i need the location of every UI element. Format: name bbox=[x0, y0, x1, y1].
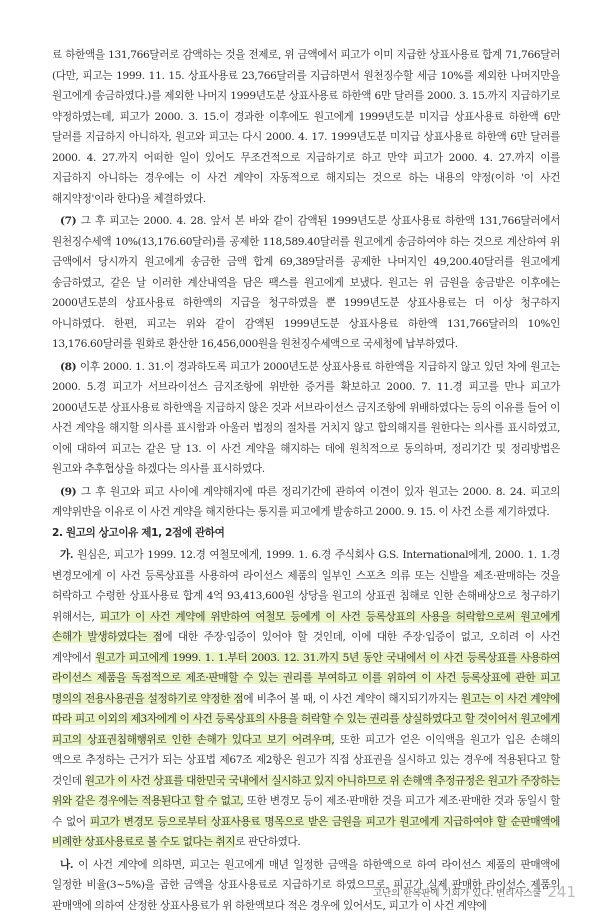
paragraph-text: 그 후 피고는 2000. 4. 28. 앞서 본 바와 같이 감액된 1999년도분 상표사용료 하한액 131,766달러에서 원천징수세액 10%(13,176.60달러)를 공제한 118,589.40달러를 원고에게 송금하여야 하는 것으로 계산하여 위 금액에서 당시까지 원고에게 송금한 금액 합계 69,389달러를 공제한 나머지인 49,200.40달러를 원고에게 송금하였고, 같은 날 이러한 계산내역을 담은 팩스를 원고에게 보냈다. 원고는 위 금원을 송금받은 이후에는 2000년도분의 상표사용료 하한액의 지급을 청구하였을 뿐 1999년도분 상표사용료는 더 이상 청구하지 아니하였다. 한편, 피고는 위와 같이 감액된 1999년도분 상표사용료 하한액 131,766달러의 10%인 13,176.60달러를 원화로 환산한 16,456,000원을 원천징수세액으로 국세청에 납부하였다. bbox=[52, 215, 560, 350]
paragraph-number: (9) bbox=[60, 485, 77, 498]
paragraph-text: 이 사건 계약에 의하면, 피고는 원고에게 매년 일정한 금액을 하한액으로 하여 라이선스 제품의 판매액에 일정한 비율(3~5%)을 곱한 금액을 상표사용료로 지급하기로 하였으므로, 피고가 실제 판매한 라이선스 제품의 판매액에 의하여 산정한 상표사용료가 위 하한액보다 적은 경우에 있어서도, 피고가 이 사건 계약에 bbox=[52, 858, 560, 912]
document-body bbox=[52, 45, 560, 916]
paragraph-text: 또한 피고가 얻은 이익액을 원고가 입은 손해의 액으로 추정하는 근거가 되는 상표법 제67조 제2항은 원고가 직접 상표권을 실시하고 있는 경우에 적용된다고 할 것인데 bbox=[52, 733, 560, 787]
paragraph-number: 가. bbox=[60, 549, 74, 561]
paragraph-text: 그 후 원고와 피고 사이에 계약해지에 따른 정리기간에 관하여 이견이 있자 원고는 2000. 8. 24. 피고의 계약위반을 이유로 이 사건 계약을 해지한다는 통지를 피고에게 발송하고 2000. 9. 15. 이 사건 소를 제기하였다. bbox=[52, 485, 560, 518]
highlighted-text: 원고가 이 사건 상표를 대한민국 국내에서 실시하고 있지 아니하므로 위 손해액 추정규정은 원고가 주장하는 위와 같은 경우에는 적용된다고 할 수 없고, bbox=[52, 774, 560, 807]
paragraph-text: 이후 2000. 1. 31.이 경과하도록 피고가 2000년도분 상표사용료 하한액을 지급하지 않고 있던 차에 원고는 2000. 5.경 피고가 서브라이선스 금지조항에 위반한 증거를 확보하고 2000. 7. 11.경 피고를 만나 피고가 2000년도분 상표사용료 하한액을 지급하지 않은 것과 서브라이선스 금지조항에 위배하였다는 등의 이유를 들어 이 사건 계약을 해지할 의사를 표시함과 아울러 법정의 절차를 거치지 않고 합의해지를 원한다는 의사를 표시하였고, 이에 대하여 피고는 같은 달 13. 이 사건 계약을 해지하는 데에 원칙적으로 동의하며, 정리기간 및 정리방법은 원고와 추후협상을 하겠다는 의사를 표시하였다. bbox=[52, 360, 560, 475]
paragraph-text: 또한 변경모 등이 제조·판매한 것을 피고가 제조·판매한 것과 동일시 할 수 없어 bbox=[52, 795, 560, 828]
highlighted-text: 피고가 이 사건 계약에 위반하여 여철모 등에게 이 사건 등록상표의 사용을 허락함으로써 원고에게 손해가 발생하였다는 점 bbox=[52, 610, 560, 643]
paragraph-ga bbox=[52, 545, 560, 853]
paragraph-9 bbox=[52, 482, 560, 523]
paragraph-number: (7) bbox=[60, 215, 77, 227]
paragraph-text: 원심은, 피고가 1999. 12.경 여철모에게, 1999. 1. 6.경 주식회사 G.S. International에게, 2000. 1. 1.경 변경모에게 이 사건 등록상표를 사용하여 라이선스 제품의 일부인 스포츠 의류 또는 신발을 제조·판매하는 것을 허락하고 수령한 상표사용료 합계 4억 93,413,600원 상당을 원고의 상표권 침해로 인한 손해배상으로 청구하기 위해서는, bbox=[52, 549, 560, 623]
paragraph-number: (8) bbox=[60, 360, 77, 373]
highlighted-text: 원고가 피고에게 1999. 1. 1.부터 2003. 12. 31.까지 5년 동안 국내에서 이 사건 등록상표를 사용하여 라이선스 제품을 독점적으로 제조·판매할 수 있는 권리를 부여하고 이를 위하여 이 사건 등록상표에 관한 피고 명의의 전용사용권을 설정하기로 약정한 점 bbox=[52, 651, 560, 705]
paragraph-7 bbox=[52, 211, 560, 355]
paragraph-text: 료 하한액을 131,766달러로 감액하는 것을 전제로, 위 금액에서 피고가 이미 지급한 상표사용료 합계 71,766달러(다만, 피고는 1999. 11. 15. 상표사용료 23,766달러를 지급하면서 원천징수할 세금 10%를 제외한 나머지만을 원고에게 송금하였다.)를 제외한 나머지 1999년도분 상표사용료 하한액 6만 달러를 2000. 3. 15.까지 지급하기로 약정하였는데, 피고가 2000. 3. 15.이 경과한 이후에도 원고에게 1999년도분 미지급 상표사용료 하한액 6만 달러를 지급하지 아니하자, 원고와 피고는 다시 2000. 4. 17. 1999년도분 미지급 상표사용료 하한액 6만 달러를 2000. 4. 27.까지 어떠한 일이 있어도 무조건적으로 지급하기로 하고 만약 피고가 2000. 4. 27.까지 이를 지급하지 아니하는 경우에는 이 사건 계약이 자동적으로 해지되는 것으로 하는 내용의 약정(이하 '이 사건 해지약정'이라 한다)을 체결하였다. bbox=[52, 49, 560, 205]
paragraph-text: 로 판단하였다. bbox=[235, 836, 301, 848]
highlighted-text: 피고가 변경모 등으로부터 상표사용료 명목으로 받은 금원을 피고가 원고에게 지급하여야 할 순판매액에 비례한 상표사용료로 볼 수도 없다는 취지 bbox=[52, 815, 560, 848]
page-number: 241 bbox=[547, 883, 576, 901]
paragraph-number: 나. bbox=[60, 858, 74, 871]
section-heading: 2. 원고의 상고이유 제1, 2점에 관하여 bbox=[52, 526, 225, 539]
paragraph-text: 에 비추어 볼 때, 이 사건 계약이 해지되기까지는 bbox=[243, 692, 461, 705]
paragraph-intro bbox=[52, 45, 560, 209]
paragraph-8 bbox=[52, 357, 560, 480]
highlighted-text: 원고는 이 사건 계약에 따라 피고 이외의 제3자에게 이 사건 등록상표의 사용을 허락할 수 있는 권리를 상실하였다고 할 것이어서 원고에게 피고의 상표권침해행위로 인한 손해가 있다고 보기 어려우며, bbox=[52, 692, 560, 746]
page-footer bbox=[373, 881, 576, 903]
paragraph-text: 에 대한 주장·입증이 있어야 할 것인데, 이에 대한 주장·입증이 없고, 오히려 이 사건 계약에서 bbox=[52, 631, 560, 664]
footer-tagline: 고난의 한복판에 기회가 있다. 변리사스쿨 bbox=[372, 888, 542, 899]
